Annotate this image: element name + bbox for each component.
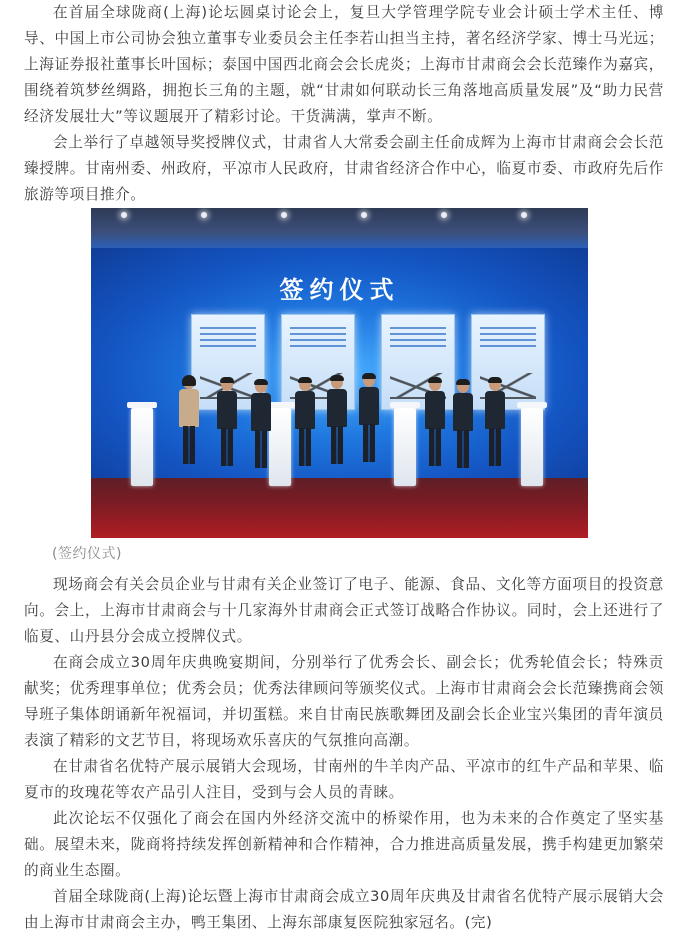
person-figure <box>295 378 315 468</box>
podium <box>269 408 291 486</box>
photo-caption: (签约仪式) <box>52 546 122 562</box>
stage-light-icon <box>521 212 527 218</box>
stage-light-icon <box>201 212 207 218</box>
person-figure <box>179 376 199 466</box>
article-paragraph-3: 现场商会有关会员企业与甘肃有关企业签订了电子、能源、食品、文化等方面项目的投资意向。会上，上海市甘肃商会与十几家海外甘肃商会正式签订战略合作协议。同时，会上还进行了临夏、山丹县分会成立授牌仪式。 <box>24 576 664 645</box>
article-paragraph-4: 在商会成立30周年庆典晚宴期间，分别举行了优秀会长、副会长；优秀轮值会长；特殊贡献奖；优秀理事单位；优秀会员；优秀法律顾问等颁奖仪式。上海市甘肃商会会长范臻携商会领导班子集体朗诵新年祝福词，并切蛋糕。来自甘南民族歌舞团及副会长企业宝兴集团的青年演员表演了精彩的文艺节目，将现场欢乐喜庆的气氛推向高潮。 <box>24 654 664 749</box>
podium <box>131 408 153 486</box>
stage-light-icon <box>441 212 447 218</box>
article-paragraph-1: 在首届全球陇商(上海)论坛圆桌讨论会上，复旦大学管理学院专业会计硕士学术主任、博导、中国上市公司协会独立董事专业委员会主任李若山担当主持，著名经济学家、博士马光远；上海证券报社董事长叶国标；泰国中国西北商会会长虎炎；上海市甘肃商会会长范臻作为嘉宾，围绕着筑梦丝绸路，拥抱长三角的主题，就“甘肃如何联动长三角落地高质量发展”及“助力民营经济发展壮大”等议题展开了精彩讨论。干货满满，掌声不断。 <box>24 4 664 125</box>
red-stage-floor <box>91 478 588 538</box>
podium <box>521 408 543 486</box>
stage-light-icon <box>361 212 367 218</box>
article-paragraph-7: 首届全球陇商(上海)论坛暨上海市甘肃商会成立30周年庆典及甘肃省名优特产展示展销大会由上海市甘肃商会主办，鸭王集团、上海东部康复医院独家冠名。(完) <box>24 888 664 931</box>
person-figure <box>359 374 379 464</box>
article-paragraph-2: 会上举行了卓越领导奖授牌仪式，甘肃省人大常委会副主任俞成辉为上海市甘肃商会会长范臻授牌。甘南州委、州政府，平凉市人民政府，甘肃省经济合作中心，临夏市委、市政府先后作旅游等项目推介。 <box>24 134 664 203</box>
person-figure <box>485 378 505 468</box>
agreement-document-icon <box>471 314 545 410</box>
person-figure <box>327 376 347 466</box>
person-figure <box>453 380 473 470</box>
article-paragraph-5: 在甘肃省名优特产展示展销大会现场，甘南州的牛羊肉产品、平凉市的红牛产品和苹果、临夏市的玫瑰花等农产品引人注目，受到与会人员的青睐。 <box>24 758 664 801</box>
stage-light-icon <box>281 212 287 218</box>
screen-title: 签约仪式 <box>279 275 400 304</box>
article-paragraph-6: 此次论坛不仅强化了商会在国内外经济交流中的桥梁作用，也为未来的合作奠定了坚实基础。展望未来，陇商将持续发挥创新精神和合作精神，合力推进高质量发展，携手构建更加繁荣的商业生态圈。 <box>24 810 664 879</box>
podium <box>394 408 416 486</box>
person-figure <box>251 380 271 470</box>
signing-ceremony-photo <box>91 208 588 538</box>
stage-light-icon <box>121 212 127 218</box>
person-figure <box>217 378 237 468</box>
person-figure <box>425 378 445 468</box>
stage-ceiling <box>91 208 588 248</box>
